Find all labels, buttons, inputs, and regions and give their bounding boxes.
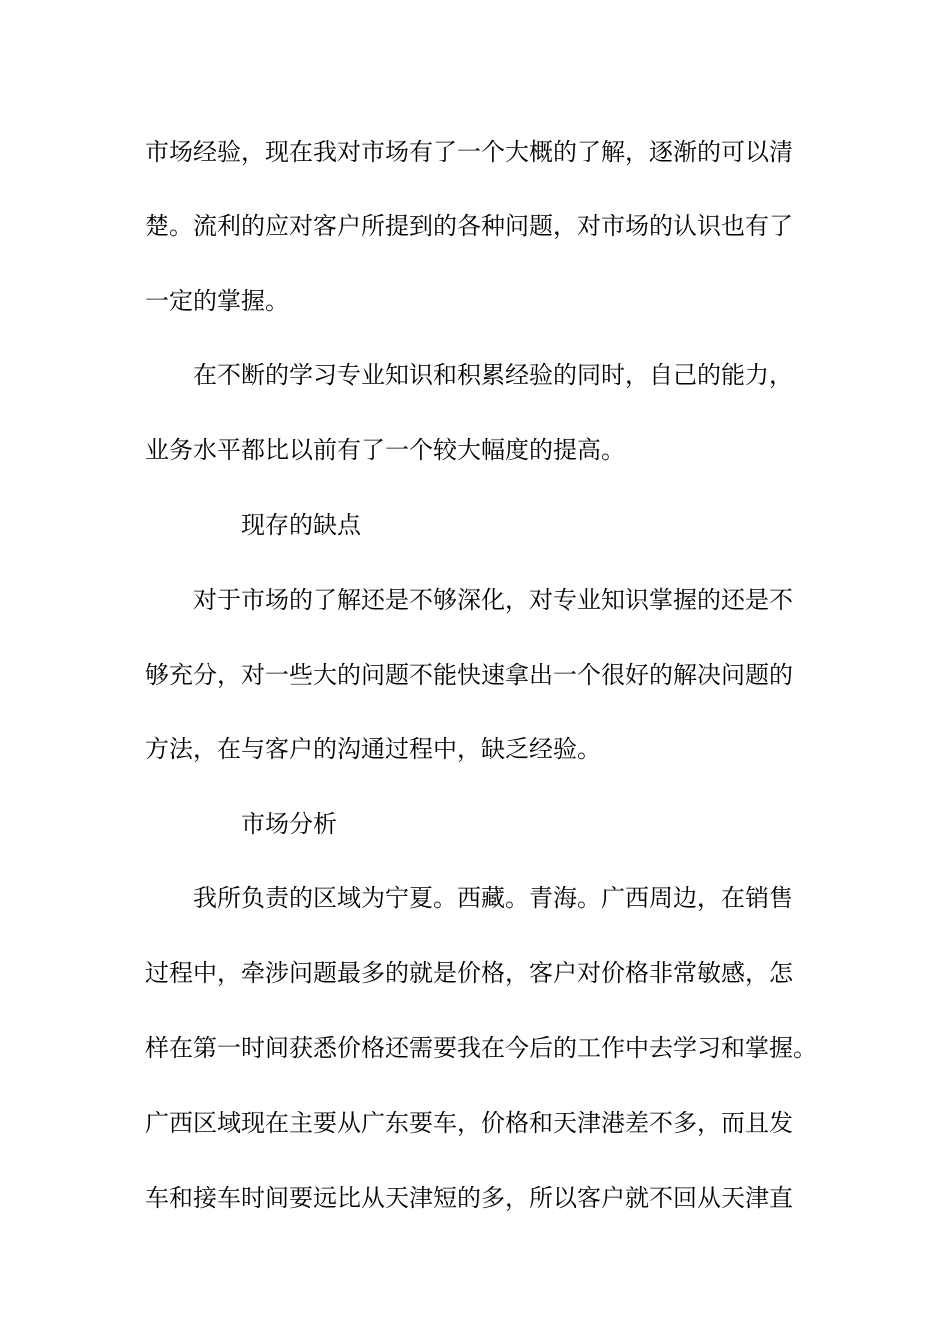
section-heading: 现存的缺点: [241, 511, 361, 539]
text-line: 楚。流利的应对客户所提到的各种问题，对市场的认识也有了: [145, 212, 793, 240]
text-line: 市场经验，现在我对市场有了一个大概的了解，逐渐的可以清: [145, 138, 793, 166]
paragraph-first-line: 我所负责的区域为宁夏。西藏。青海。广西周边，在销售: [193, 884, 793, 912]
text-line: 广西区域现在主要从广东要车，价格和天津港差不多，而且发: [145, 1109, 793, 1137]
paragraph-first-line: 对于市场的了解还是不够深化，对专业知识掌握的还是不: [193, 586, 793, 614]
section-heading: 市场分析: [241, 810, 337, 838]
text-line: 样在第一时间获悉价格还需要我在今后的工作中去学习和掌握。: [145, 1034, 817, 1062]
text-line: 过程中，牵涉问题最多的就是价格，客户对价格非常敏感，怎: [145, 959, 793, 987]
text-line: 一定的掌握。: [145, 287, 289, 315]
text-line: 车和接车时间要远比从天津短的多，所以客户就不回从天津直: [145, 1184, 793, 1212]
text-line: 方法，在与客户的沟通过程中，缺乏经验。: [145, 735, 601, 763]
text-line: 够充分，对一些大的问题不能快速拿出一个很好的解决问题的: [145, 661, 793, 689]
text-line: 业务水平都比以前有了一个较大幅度的提高。: [145, 436, 625, 464]
paragraph-first-line: 在不断的学习专业知识和积累经验的同时，自己的能力，: [193, 361, 793, 389]
